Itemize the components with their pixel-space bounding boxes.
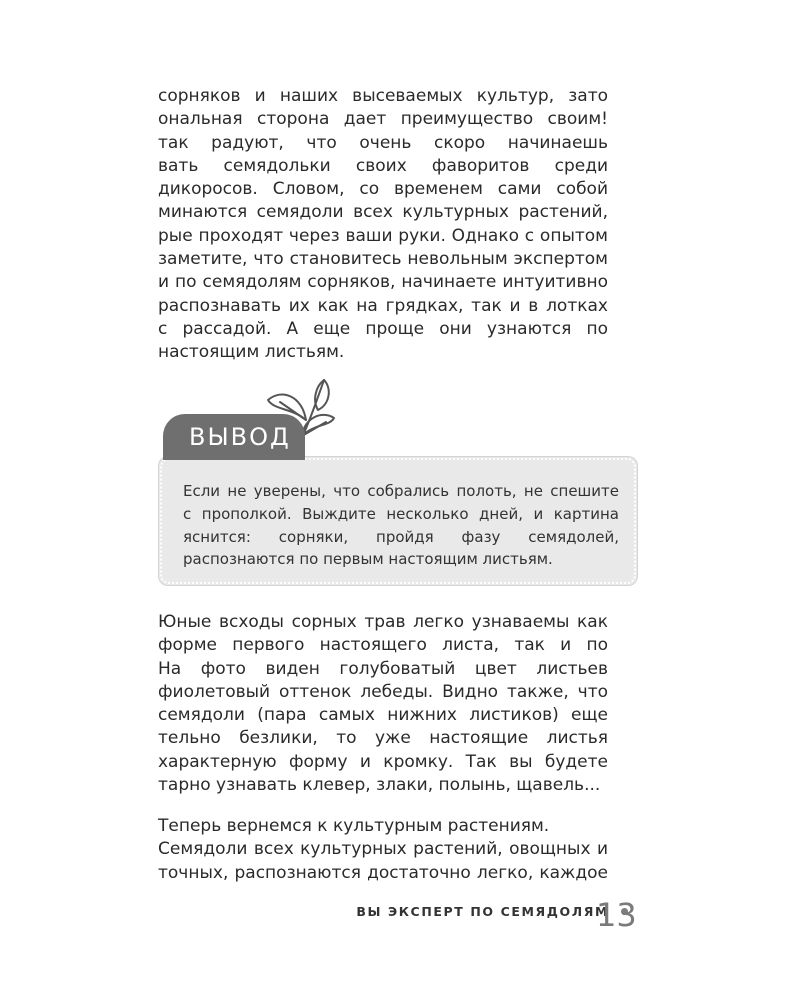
text-line: Теперь вернемся к культурным растениям. xyxy=(158,816,550,836)
text-line: форме первого настоящего листа, так и по xyxy=(158,635,608,656)
text-line: Семядоли всех культурных растений, овощных и xyxy=(158,839,608,860)
text-line: яснится: сорняки, пройдя фазу семядолей, xyxy=(183,527,619,546)
text-line: ональная сторона дает преимущество своим! xyxy=(158,109,608,130)
text-line: распознавать их как на грядках, так и в лотках xyxy=(158,295,608,316)
text-line: дикоросов. Словом, со временем сами собой xyxy=(158,179,608,200)
text-line: характерную форму и кромку. Так вы будете xyxy=(158,751,608,772)
text-line: так радуют, что очень скоро начинаешь xyxy=(158,132,608,153)
text-line: Если не уверены, что собрались полоть, не спешите xyxy=(183,482,619,500)
text-line: Юные всходы сорных трав легко узнаваемы как xyxy=(158,612,608,632)
body-paragraph-3 xyxy=(158,815,608,885)
text-line: заметите, что становитесь невольным экспертом xyxy=(158,249,608,270)
text-line: настоящим листьям. xyxy=(158,342,345,363)
page-number: 13 xyxy=(596,896,637,934)
text-line: минаются семядоли всех культурных растений, xyxy=(158,202,608,223)
text-line: сорняков и наших высеваемых культур, зато xyxy=(158,86,608,106)
text-line: вать семядольки своих фаворитов среди xyxy=(158,155,608,176)
text-line: точных, распознаются достаточно легко, каждое xyxy=(158,862,608,883)
text-line: На фото виден голубоватый цвет листьев xyxy=(158,658,608,679)
text-line: рые проходят через ваши руки. Однако с опытом xyxy=(158,225,608,246)
running-head: ВЫ ЭКСПЕРТ ПО СЕМЯДОЛЯМ xyxy=(356,904,609,919)
text-line: с рассадой. А еще проще они узнаются по xyxy=(158,318,608,339)
text-line: и по семядолям сорняков, начинаете интуитивно xyxy=(158,272,608,293)
body-paragraph-1 xyxy=(158,85,608,365)
text-line: фиолетовый оттенок лебеды. Видно также, что xyxy=(158,681,608,702)
callout-text xyxy=(183,480,619,571)
text-line: тельно безлики, то уже настоящие листья xyxy=(158,728,608,749)
text-line: с прополкой. Выждите несколько дней, и картина xyxy=(183,504,619,523)
page-footer xyxy=(356,904,628,919)
body-paragraph-2 xyxy=(158,611,608,797)
callout-title: ВЫВОД xyxy=(163,414,305,460)
text-line: семядоли (пара самых нижних листиков) еще xyxy=(158,705,608,726)
text-line: распознаются по первым настоящим листьям. xyxy=(183,550,553,569)
text-line: тарно узнавать клевер, злаки, полынь, щавель... xyxy=(158,775,601,796)
